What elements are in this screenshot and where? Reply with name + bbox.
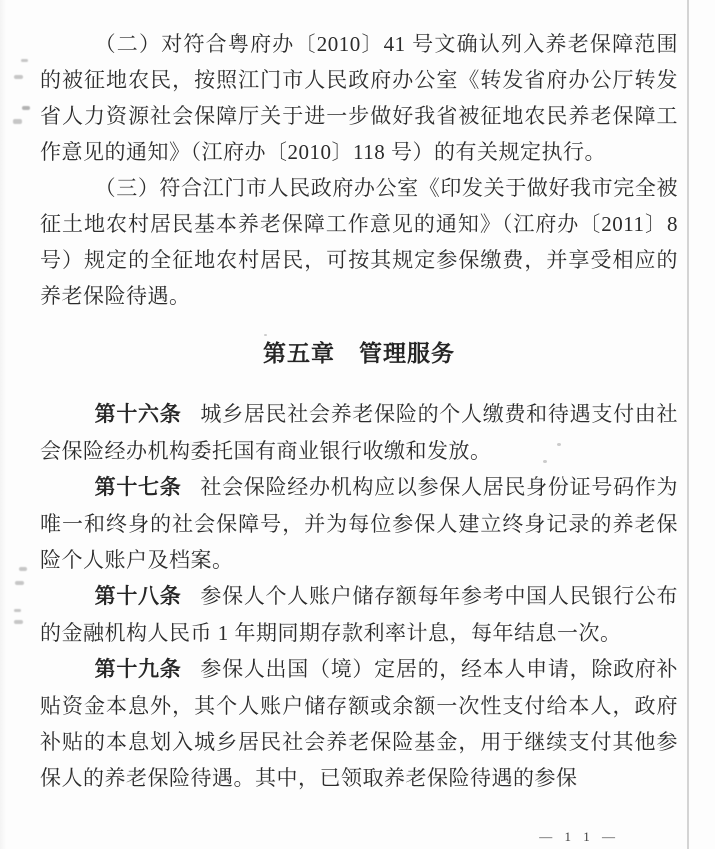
scan-artifact [14, 75, 23, 79]
scan-speck [543, 460, 547, 463]
article-17-label: 第十七条 [94, 476, 182, 499]
article-18-text: 参保人个人账户储存额每年参考中国人民银行公布的金融机构人民币 1 年期同期存款利率计息，每年结息一次。 [40, 584, 679, 645]
scan-speck [264, 334, 267, 336]
article-16-text: 城乡居民社会养老保险的个人缴费和待遇支付由社会保险经办机构委托国有商业银行收缴和发放。 [40, 402, 679, 463]
scan-artifact [15, 581, 24, 585]
article-19-label: 第十九条 [94, 658, 182, 681]
scan-artifact [14, 620, 23, 624]
scan-left-edge-shade [0, 0, 6, 849]
document-body [40, 26, 678, 796]
article-19 [40, 651, 678, 796]
article-17-text: 社会保险经办机构应以参保人居民身份证号码作为唯一和终身的社会保障号，并为每位参保人建立终身记录的养老保险个人账户及档案。 [40, 475, 679, 572]
article-18-label: 第十八条 [94, 585, 182, 608]
article-16-label: 第十六条 [94, 403, 182, 426]
scan-artifact [14, 609, 21, 612]
article-18 [40, 578, 678, 651]
chapter-heading: 第五章 管理服务 [263, 340, 455, 366]
scan-speck [557, 443, 561, 446]
scan-artifact [13, 119, 22, 124]
scan-artifact [21, 59, 28, 62]
paragraph-text: （三）符合江门市人民政府办公室《印发关于做好我市完全被征土地农村居民基本养老保障工作意见的通知》（江府办〔2011〕8 号）规定的全征地农村居民，可按其规定参保缴费，并享受相应的养老保险待遇。 [40, 176, 678, 308]
article-17 [40, 469, 678, 578]
page-number: — 1 1 — [539, 829, 618, 844]
paragraph-item-3 [40, 170, 678, 314]
scan-artifact [22, 106, 30, 110]
paragraph-item-2 [40, 26, 678, 170]
article-19-text: 参保人出国（境）定居的，经本人申请，除政府补贴资金本息外，其个人账户储存额或余额一次性支付给本人，政府补贴的本息划入城乡居民社会养老保险基金，用于继续支付其他参保人的养老保险待遇。其中，已领取养老保险待遇的参保 [40, 657, 679, 790]
page-edge-shadow [687, 0, 689, 849]
paragraph-text: （二）对符合粤府办〔2010〕41 号文确认列入养老保障范围的被征地农民，按照江门市人民政府办公室《转发省府办公厅转发省人力资源社会保障厅关于进一步做好我省被征地农民养老保障工作意见的通知》（江府办〔2010〕118 号）的有关规定执行。 [40, 32, 678, 164]
scan-artifact [19, 567, 27, 571]
article-16 [40, 396, 678, 469]
